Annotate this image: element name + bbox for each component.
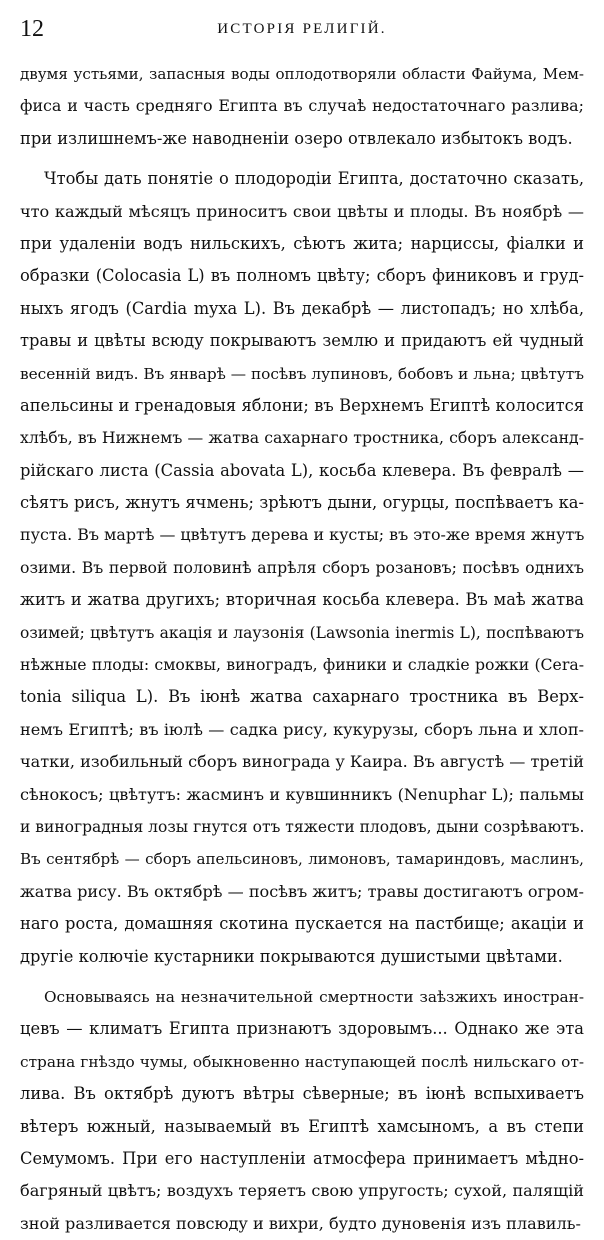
text-line: багряный цвѣтъ; воздухъ теряетъ свою упругость; сухой, палящій [20,1181,584,1201]
paragraph [20,58,584,155]
text-line: ныхъ ягодъ (Cardia myxa L). Въ декабрѣ — листопадъ; но хлѣба, [20,298,584,318]
text-line: двумя устьями, запасныя воды оплодотворяли области Файума, Мем- [20,65,584,83]
body-text [20,58,584,1240]
text-line: чатки, изобильный сборъ винограда у Каира. Въ августѣ — третій [20,752,584,772]
text-line: пуста. Въ мартѣ — цвѣтутъ дерева и кусты; въ это-же время жнутъ [20,525,584,545]
paragraph-gap [20,155,584,163]
text-line: страна гнѣздо чумы, обыкновенно наступающей послѣ нильскаго от- [20,1052,584,1071]
text-line: Семумомъ. При его наступленіи атмосфера принимаетъ мѣдно- [20,1148,584,1168]
text-line: Основываясь на незначительной смертности заѣзжихъ иностран- [44,987,584,1006]
text-line: при удаленіи водъ нильскихъ, сѣютъ жита; нарциссы, фіалки и [20,233,584,253]
text-line: фиса и часть средняго Египта въ случаѣ недостаточнаго разлива; [20,96,584,116]
running-title: ИСТОРІЯ РЕЛИГІЙ. [217,21,387,37]
text-line: Чтобы дать понятіе о плодородіи Египта, достаточно сказать, [44,169,584,189]
text-line: при излишнемъ-же наводненіи озеро отвлекало избытокъ водъ. [20,128,573,148]
text-line: озими. Въ первой половинѣ апрѣля сборъ розановъ; посѣвъ однихъ [20,557,584,577]
text-line: сѣятъ рисъ, жнутъ ячмень; зрѣютъ дыни, огурцы, поспѣваетъ ка- [20,493,584,513]
text-line: апельсины и гренадовыя яблони; въ Верхнемъ Египтѣ колосится [20,395,584,415]
text-line: сѣнокосъ; цвѣтутъ: жасминъ и кувшинникъ (Nenuphar L); пальмы [20,784,584,804]
text-line: травы и цвѣты всюду покрываютъ землю и придаютъ ей чудный [20,331,584,351]
text-line: tonia siliqua L). Въ іюнѣ жатва сахарнаго тростника въ Верх- [20,687,584,707]
paragraph [20,163,584,973]
page-number: 12 [20,16,44,42]
text-line: озимей; цвѣтутъ акація и лаузонія (Lawsonia inermis L), поспѣваютъ [20,623,584,642]
paragraph [20,981,584,1240]
text-line: немъ Египтѣ; въ іюлѣ — садка рису, кукурузы, сборъ льна и хлоп- [20,719,584,739]
paragraph-gap [20,973,584,981]
text-line: весенній видъ. Въ январѣ — посѣвъ лупиновъ, бобовъ и льна; цвѣтутъ [20,364,584,383]
text-line: хлѣбъ, въ Нижнемъ — жатва сахарнаго тростника, сборъ александ- [20,428,584,448]
text-line: жатва рису. Въ октябрѣ — посѣвъ житъ; травы достигаютъ огром- [20,881,584,901]
text-line: что каждый мѣсяцъ приноситъ свои цвѣты и плоды. Въ ноябрѣ — [20,201,584,221]
text-line: цевъ — климатъ Египта признаютъ здоровымъ... Однако же эта [20,1019,584,1039]
text-line: нѣжные плоды: смоквы, виноградъ, финики и сладкіе рожки (Cera- [20,655,584,675]
text-line: вѣтеръ южный, называемый въ Египтѣ хамсыномъ, а въ степи [20,1116,584,1136]
text-line: другіе колючіе кустарники покрываются душистыми цвѣтами. [20,946,563,966]
text-line: образки (Colocasia L) въ полномъ цвѣту; сборъ финиковъ и груд- [20,266,584,286]
text-line: житъ и жатва другихъ; вторичная косьба клевера. Въ маѣ жатва [20,590,584,610]
page-header [20,14,584,44]
text-line: лива. Въ октябрѣ дуютъ вѣтры сѣверные; въ іюнѣ вспыхиваетъ [20,1084,584,1104]
text-line: и виноградныя лозы гнутся отъ тяжести плодовъ, дыни созрѣваютъ. [20,817,584,836]
text-line: зной разливается повсюду и вихри, будто дуновенія изъ плавиль- [20,1213,581,1233]
text-line: Въ сентябрѣ — сборъ апельсиновъ, лимоновъ, тамариндовъ, маслинъ, [20,850,584,869]
text-line: наго роста, домашняя скотина пускается на пастбище; акаціи и [20,914,584,934]
text-line: рійскаго листа (Cassia abovata L), косьба клевера. Въ февралѣ — [20,460,584,480]
